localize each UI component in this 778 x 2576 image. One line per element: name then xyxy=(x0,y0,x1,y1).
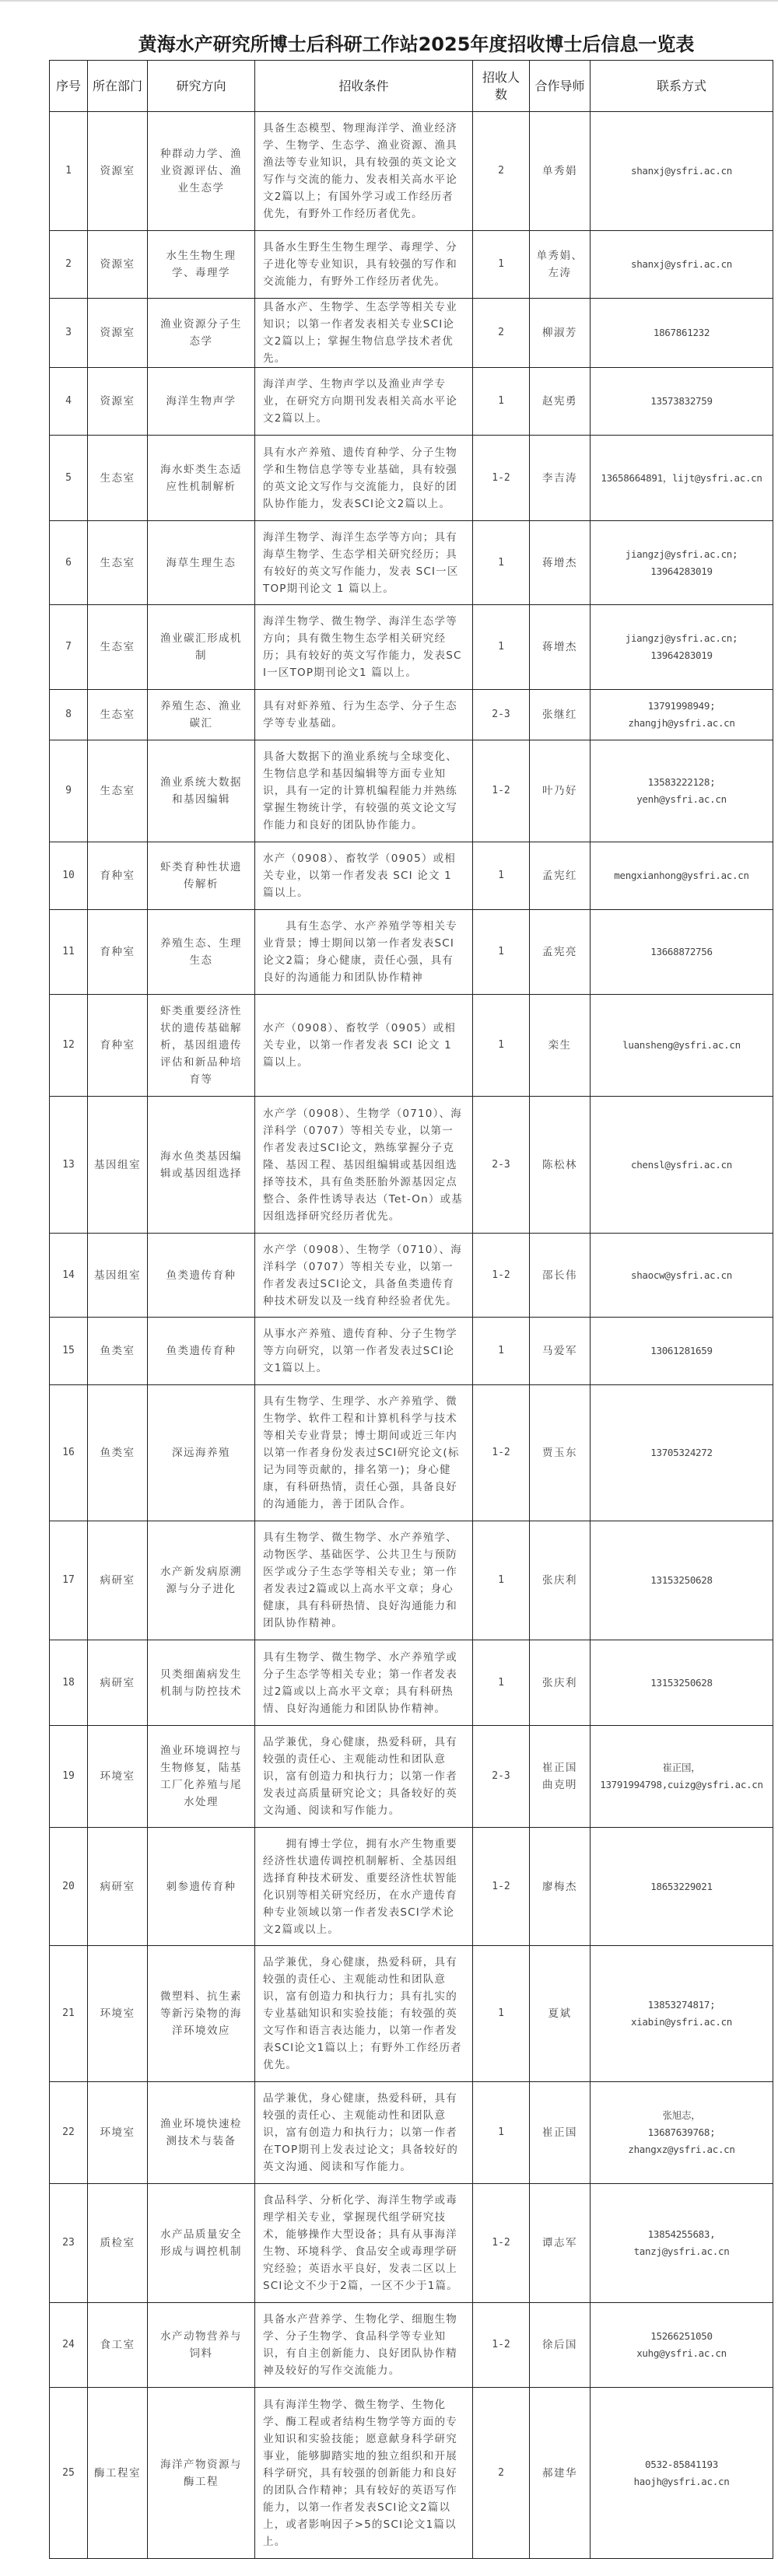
row-requirements: 水产学（0908）、生物学（0710）、海洋科学（0707）等相关专业，以第一作者发表过SCI论文，熟练掌握分子克隆、基因工程、基因组编辑或基因组选择等技术，具有鱼类胚胎外源基因定点整合、条件性诱导表达（Tet-On）或基因组选择研究经历者优先。 xyxy=(255,1097,473,1234)
row-contact: 13583222128; yenh@ysfri.ac.cn xyxy=(591,740,773,842)
row-dept: 生态室 xyxy=(88,690,148,740)
row-requirements: 食品科学、分析化学、海洋生物学或毒理学相关专业，掌握现代组学研究技术，能够操作大型设备；具有从事海洋生物、环境科学、食品安全或毒理学研究经验；英语水平良好，发表二区以上SCI论文不少于2篇，一区不少于1篇。 xyxy=(255,2184,473,2303)
row-contact: 0532-85841193 haojh@ysfri.ac.cn xyxy=(591,2388,773,2559)
row-direction: 虾类重要经济性状的遗传基础解析，基因组遗传评估和新品种培育等 xyxy=(148,995,255,1097)
row-advisor: 马爱军 xyxy=(530,1318,591,1385)
row-advisor: 张庆利 xyxy=(530,1521,591,1640)
row-num: 3 xyxy=(50,299,88,368)
row-count: 1-2 xyxy=(473,740,530,842)
row-count: 1 xyxy=(473,521,530,605)
row-dept: 环境室 xyxy=(88,1726,148,1828)
row-contact: 15266251050 xuhg@ysfri.ac.cn xyxy=(591,2303,773,2388)
row-advisor: 孟宪红 xyxy=(530,842,591,910)
table-row xyxy=(50,1946,773,2082)
row-direction: 贝类细菌病发生机制与防控技术 xyxy=(148,1640,255,1726)
row-count: 2 xyxy=(473,112,530,231)
row-requirements: 具有生物学、微生物学、水产养殖学、动物医学、基础医学、公共卫生与预防医学或分子生态学等相关专业；第一作者发表过2篇或以上高水平文章；身心健康，具有科研热情、良好沟通能力和团队协作精神。 xyxy=(255,1521,473,1640)
row-direction: 虾类育种性状遗传解析 xyxy=(148,842,255,910)
row-advisor: 蒋增杰 xyxy=(530,521,591,605)
row-direction: 水产品质量安全形成与调控机制 xyxy=(148,2184,255,2303)
row-direction: 养殖生态、渔业碳汇 xyxy=(148,690,255,740)
row-num: 15 xyxy=(50,1318,88,1385)
row-dept: 环境室 xyxy=(88,1946,148,2082)
row-contact: 13658664891，lijt@ysfri.ac.cn xyxy=(591,436,773,521)
row-advisor: 贾玉东 xyxy=(530,1385,591,1521)
row-num: 16 xyxy=(50,1385,88,1521)
row-advisor: 张庆利 xyxy=(530,1640,591,1726)
row-direction: 渔业环境快速检测技术与装备 xyxy=(148,2082,255,2184)
row-requirements: 具备水产、生物学、生态学等相关专业知识；以第一作者发表相关专业SCI论文2篇以上；掌握生物信息学技术者优先。 xyxy=(255,299,473,368)
row-num: 6 xyxy=(50,521,88,605)
row-num: 8 xyxy=(50,690,88,740)
row-advisor: 张继红 xyxy=(530,690,591,740)
row-contact: jiangzj@ysfri.ac.cn; 13964283019 xyxy=(591,521,773,605)
row-direction: 鱼类遗传育种 xyxy=(148,1234,255,1318)
row-direction: 养殖生态、生理生态 xyxy=(148,910,255,995)
row-num: 9 xyxy=(50,740,88,842)
table-row xyxy=(50,299,773,368)
row-dept: 生态室 xyxy=(88,436,148,521)
row-contact: 13153250628 xyxy=(591,1521,773,1640)
row-num: 1 xyxy=(50,112,88,231)
row-dept: 育种室 xyxy=(88,995,148,1097)
row-num: 17 xyxy=(50,1521,88,1640)
row-direction: 水产新发病原溯源与分子进化 xyxy=(148,1521,255,1640)
row-contact: shanxj@ysfri.ac.cn xyxy=(591,112,773,231)
row-count: 2-3 xyxy=(473,690,530,740)
table-row xyxy=(50,2082,773,2184)
row-count: 1 xyxy=(473,910,530,995)
row-advisor: 栾生 xyxy=(530,995,591,1097)
table-row xyxy=(50,112,773,231)
row-count: 2-3 xyxy=(473,1726,530,1828)
table-row xyxy=(50,1234,773,1318)
row-direction: 渔业系统大数据和基因编辑 xyxy=(148,740,255,842)
row-count: 1 xyxy=(473,1318,530,1385)
row-requirements: 具备生态模型、物理海洋学、渔业经济学、生物学、生态学、渔业资源、渔具渔法等专业知识，具有较强的英文论文写作与交流的能力、发表相关高水平论文2篇以上；有国外学习或工作经历者优先，有野外工作经历者优先。 xyxy=(255,112,473,231)
row-requirements: 水产（0908）、畜牧学（0905）或相关专业，以第一作者发表 SCI 论文 1 篇以上。 xyxy=(255,995,473,1097)
row-num: 4 xyxy=(50,368,88,436)
row-dept: 生态室 xyxy=(88,521,148,605)
row-contact: mengxianhong@ysfri.ac.cn xyxy=(591,842,773,910)
row-contact: 13573832759 xyxy=(591,368,773,436)
row-direction: 种群动力学、渔业资源评估、渔业生态学 xyxy=(148,112,255,231)
row-contact: jiangzj@ysfri.ac.cn; 13964283019 xyxy=(591,605,773,690)
row-advisor: 陈松林 xyxy=(530,1097,591,1234)
row-count: 1-2 xyxy=(473,2184,530,2303)
header-dept: 所在部门 xyxy=(88,61,148,112)
row-requirements: 具有海洋生物学、微生物学、生物化学、酶工程或者结构生物学等方面的专业知识和实验技能；愿意献身科学研究事业，能够脚踏实地的独立组织和开展科学研究，具有较强的创新能力和良好的团队合作精神；具有较好的英语写作能力，以第一作者发表SCI论文2篇以上，或者影响因子>5的SCI论文1篇以上。 xyxy=(255,2388,473,2559)
table-row xyxy=(50,1318,773,1385)
row-count: 1-2 xyxy=(473,1385,530,1521)
page-title: 黄海水产研究所博士后科研工作站2025年度招收博士后信息一览表 xyxy=(138,33,695,55)
row-contact: 18653229021 xyxy=(591,1828,773,1946)
row-num: 21 xyxy=(50,1946,88,2082)
row-count: 1 xyxy=(473,231,530,299)
row-num: 2 xyxy=(50,231,88,299)
row-num: 10 xyxy=(50,842,88,910)
row-requirements: 具有生态学、水产养殖学等相关专业背景；博士期间以第一作者发表SCI论文2篇；身心健康，责任心强，具有良好的沟通能力和团队协作精神 xyxy=(255,910,473,995)
row-num: 20 xyxy=(50,1828,88,1946)
row-contact: shanxj@ysfri.ac.cn xyxy=(591,231,773,299)
header-advisor: 合作导师 xyxy=(530,61,591,112)
row-requirements: 具有对虾养殖、行为生态学、分子生态学等专业基础。 xyxy=(255,690,473,740)
top-divider xyxy=(0,0,778,2)
row-requirements: 海洋生物学、微生物学、海洋生态学等方向；具有微生物生态学相关研究经历；具有较好的英文写作能力，发表SCI一区TOP期刊论文1 篇以上。 xyxy=(255,605,473,690)
table-row xyxy=(50,2388,773,2559)
row-dept: 基因组室 xyxy=(88,1097,148,1234)
table-row xyxy=(50,995,773,1097)
row-dept: 生态室 xyxy=(88,605,148,690)
postdoc-recruitment-table xyxy=(49,60,773,2559)
table-row xyxy=(50,690,773,740)
row-contact: 13668872756 xyxy=(591,910,773,995)
row-advisor: 廖梅杰 xyxy=(530,1828,591,1946)
row-count: 2 xyxy=(473,2388,530,2559)
table-row xyxy=(50,1726,773,1828)
table-row xyxy=(50,2184,773,2303)
row-contact: 1867861232 xyxy=(591,299,773,368)
table-row xyxy=(50,1521,773,1640)
row-direction: 海洋产物资源与酶工程 xyxy=(148,2388,255,2559)
row-num: 7 xyxy=(50,605,88,690)
row-direction: 海水虾类生态适应性机制解析 xyxy=(148,436,255,521)
row-dept: 病研室 xyxy=(88,1828,148,1946)
table-row xyxy=(50,740,773,842)
header-num: 序号 xyxy=(50,61,88,112)
row-advisor: 赵宪勇 xyxy=(530,368,591,436)
row-dept: 病研室 xyxy=(88,1640,148,1726)
row-requirements: 具有生物学、微生物学、水产养殖学或分子生态学等相关专业；第一作者发表过2篇或以上高水平文章；具有科研热情、良好沟通能力和团队协作精神。 xyxy=(255,1640,473,1726)
row-requirements: 具备水生野生生物生理学、毒理学、分子进化等专业知识，具有较强的写作和交流能力，有野外工作经历者优先。 xyxy=(255,231,473,299)
table-row xyxy=(50,231,773,299)
row-num: 5 xyxy=(50,436,88,521)
row-contact: 13705324272 xyxy=(591,1385,773,1521)
row-contact: shaocw@ysfri.ac.cn xyxy=(591,1234,773,1318)
row-dept: 食工室 xyxy=(88,2303,148,2388)
row-num: 24 xyxy=(50,2303,88,2388)
row-contact: 张旭志， 13687639768; zhangxz@ysfri.ac.cn xyxy=(591,2082,773,2184)
row-advisor: 郝建华 xyxy=(530,2388,591,2559)
row-advisor: 单秀娟 xyxy=(530,112,591,231)
row-count: 1 xyxy=(473,842,530,910)
row-count: 1 xyxy=(473,1640,530,1726)
row-requirements: 具有生物学、生理学、水产养殖学、微生物学、软件工程和计算机科学与技术等相关专业背景；博士期间或近三年内以第一作者身份发表过SCI研究论文(标记为同等贡献的，排名第一)；身心健康，有科研热情，责任心强，具备良好的沟通能力，善于团队合作。 xyxy=(255,1385,473,1521)
row-num: 14 xyxy=(50,1234,88,1318)
table-row xyxy=(50,368,773,436)
row-dept: 资源室 xyxy=(88,299,148,368)
row-requirements: 从事水产养殖、遗传育种、分子生物学等方向研究，以第一作者发表过SCI论文1篇以上。 xyxy=(255,1318,473,1385)
row-count: 1 xyxy=(473,1946,530,2082)
row-num: 22 xyxy=(50,2082,88,2184)
row-contact: chensl@ysfri.ac.cn xyxy=(591,1097,773,1234)
row-dept: 鱼类室 xyxy=(88,1385,148,1521)
row-contact: 13153250628 xyxy=(591,1640,773,1726)
row-requirements: 具备水产营养学、生物化学、细胞生物学、分子生物学、食品科学等专业知识，有自主创新能力、良好团队协作精神及较好的写作交流能力。 xyxy=(255,2303,473,2388)
row-contact: 13854255683, tanzj@ysfri.ac.cn xyxy=(591,2184,773,2303)
row-dept: 生态室 xyxy=(88,740,148,842)
table-row xyxy=(50,521,773,605)
row-num: 25 xyxy=(50,2388,88,2559)
row-dept: 育种室 xyxy=(88,910,148,995)
row-dept: 病研室 xyxy=(88,1521,148,1640)
row-num: 11 xyxy=(50,910,88,995)
row-direction: 水产动物营养与饲料 xyxy=(148,2303,255,2388)
table-row xyxy=(50,910,773,995)
row-advisor: 单秀娟、左涛 xyxy=(530,231,591,299)
row-count: 1-2 xyxy=(473,2303,530,2388)
row-direction: 渔业环境调控与生物修复，陆基工厂化养殖与尾水处理 xyxy=(148,1726,255,1828)
row-dept: 酶工程室 xyxy=(88,2388,148,2559)
table-header-row xyxy=(50,61,773,112)
row-dept: 质检室 xyxy=(88,2184,148,2303)
row-requirements: 具备大数据下的渔业系统与全球变化、生物信息学和基因编辑等方面专业知识，具有一定的计算机编程能力并熟练掌握生物统计学，有较强的英文论文写作能力和良好的团队协作能力。 xyxy=(255,740,473,842)
header-contact: 联系方式 xyxy=(591,61,773,112)
row-requirements: 具有水产养殖、遗传育种学、分子生物学和生物信息学等专业基础，具有较强的英文论文写作与交流能力，良好的团队协作能力，发表SCI论文2篇以上。 xyxy=(255,436,473,521)
table-row xyxy=(50,842,773,910)
header-count: 招收人数 xyxy=(473,61,530,112)
row-count: 2-3 xyxy=(473,1097,530,1234)
row-direction: 渔业碳汇形成机制 xyxy=(148,605,255,690)
row-num: 13 xyxy=(50,1097,88,1234)
table-row xyxy=(50,605,773,690)
row-advisor: 崔正国 xyxy=(530,2082,591,2184)
row-contact: luansheng@ysfri.ac.cn xyxy=(591,995,773,1097)
row-count: 1-2 xyxy=(473,436,530,521)
row-num: 12 xyxy=(50,995,88,1097)
row-requirements: 品学兼优，身心健康，热爱科研，具有较强的责任心、主观能动性和团队意识，富有创造力和执行力；以第一作者发表过高质量研究论文；具备较好的英文沟通、阅读和写作能力。 xyxy=(255,1726,473,1828)
row-advisor: 夏斌 xyxy=(530,1946,591,2082)
row-dept: 资源室 xyxy=(88,112,148,231)
row-num: 18 xyxy=(50,1640,88,1726)
row-requirements: 水产（0908）、畜牧学（0905）或相关专业，以第一作者发表 SCI 论文 1 篇以上。 xyxy=(255,842,473,910)
row-contact: 13061281659 xyxy=(591,1318,773,1385)
row-advisor: 柳淑芳 xyxy=(530,299,591,368)
row-advisor: 崔正国 曲克明 xyxy=(530,1726,591,1828)
header-direction: 研究方向 xyxy=(148,61,255,112)
row-dept: 资源室 xyxy=(88,231,148,299)
row-direction: 深远海养殖 xyxy=(148,1385,255,1521)
table-row xyxy=(50,1640,773,1726)
row-requirements: 海洋生物学、海洋生态学等方向；具有海草生物学、生态学相关研究经历；具有较好的英文写作能力，发表 SCI一区TOP期刊论文 1 篇以上。 xyxy=(255,521,473,605)
row-count: 1 xyxy=(473,368,530,436)
row-requirements: 品学兼优，身心健康，热爱科研，具有较强的责任心、主观能动性和团队意识，富有创造力和执行力；以第一作者在TOP期刊上发表过论文；具备较好的英文沟通、阅读和写作能力。 xyxy=(255,2082,473,2184)
row-dept: 基因组室 xyxy=(88,1234,148,1318)
row-contact: 13791998949; zhangjh@ysfri.ac.cn xyxy=(591,690,773,740)
row-count: 1-2 xyxy=(473,1234,530,1318)
row-count: 2 xyxy=(473,299,530,368)
row-advisor: 孟宪亮 xyxy=(530,910,591,995)
table-row xyxy=(50,1385,773,1521)
row-dept: 环境室 xyxy=(88,2082,148,2184)
row-requirements: 品学兼优，身心健康，热爱科研，具有较强的责任心、主观能动性和团队意识，富有创造力和执行力；具有扎实的专业基础知识和实验技能；有较强的英文写作和语言表达能力，以第一作者发表SCI论文1篇以上；有野外工作经历者优先。 xyxy=(255,1946,473,2082)
row-count: 1 xyxy=(473,605,530,690)
row-advisor: 徐后国 xyxy=(530,2303,591,2388)
row-requirements: 拥有博士学位，拥有水产生物重要经济性状遗传调控机制解析、全基因组选择育种技术研发、重要经济性状智能化识别等相关研究经历，在水产遗传育种专业领域以第一作者发表SCI学术论文2篇或以上。 xyxy=(255,1828,473,1946)
row-direction: 刺参遗传育种 xyxy=(148,1828,255,1946)
row-direction: 渔业资源分子生态学 xyxy=(148,299,255,368)
row-num: 19 xyxy=(50,1726,88,1828)
row-count: 1 xyxy=(473,1521,530,1640)
row-contact: 崔正国， 13791994798,cuizg@ysfri.ac.cn xyxy=(591,1726,773,1828)
row-dept: 鱼类室 xyxy=(88,1318,148,1385)
row-count: 1 xyxy=(473,2082,530,2184)
row-count: 1-2 xyxy=(473,1828,530,1946)
table-body xyxy=(50,112,773,2559)
row-advisor: 蒋增杰 xyxy=(530,605,591,690)
row-direction: 海草生理生态 xyxy=(148,521,255,605)
row-advisor: 谭志军 xyxy=(530,2184,591,2303)
row-requirements: 水产学（0908）、生物学（0710）、海洋科学（0707）等相关专业，以第一作者发表过SCI论文，具备鱼类遗传育种技术研发以及一线育种经验者优先。 xyxy=(255,1234,473,1318)
row-advisor: 叶乃好 xyxy=(530,740,591,842)
row-requirements: 海洋声学、生物声学以及渔业声学专业，在研究方向期刊发表相关高水平论文2篇以上。 xyxy=(255,368,473,436)
row-count: 1 xyxy=(473,995,530,1097)
table-row xyxy=(50,1097,773,1234)
row-advisor: 邵长伟 xyxy=(530,1234,591,1318)
row-dept: 资源室 xyxy=(88,368,148,436)
row-num: 23 xyxy=(50,2184,88,2303)
row-direction: 海洋生物声学 xyxy=(148,368,255,436)
row-direction: 水生生物生理学、毒理学 xyxy=(148,231,255,299)
header-requirements: 招收条件 xyxy=(255,61,473,112)
row-contact: 13853274817; xiabin@ysfri.ac.cn xyxy=(591,1946,773,2082)
row-dept: 育种室 xyxy=(88,842,148,910)
table-row xyxy=(50,436,773,521)
row-direction: 鱼类遗传育种 xyxy=(148,1318,255,1385)
row-advisor: 李吉涛 xyxy=(530,436,591,521)
row-direction: 微塑料、抗生素等新污染物的海洋环境效应 xyxy=(148,1946,255,2082)
table-row xyxy=(50,2303,773,2388)
row-direction: 海水鱼类基因编辑或基因组选择 xyxy=(148,1097,255,1234)
table-row xyxy=(50,1828,773,1946)
